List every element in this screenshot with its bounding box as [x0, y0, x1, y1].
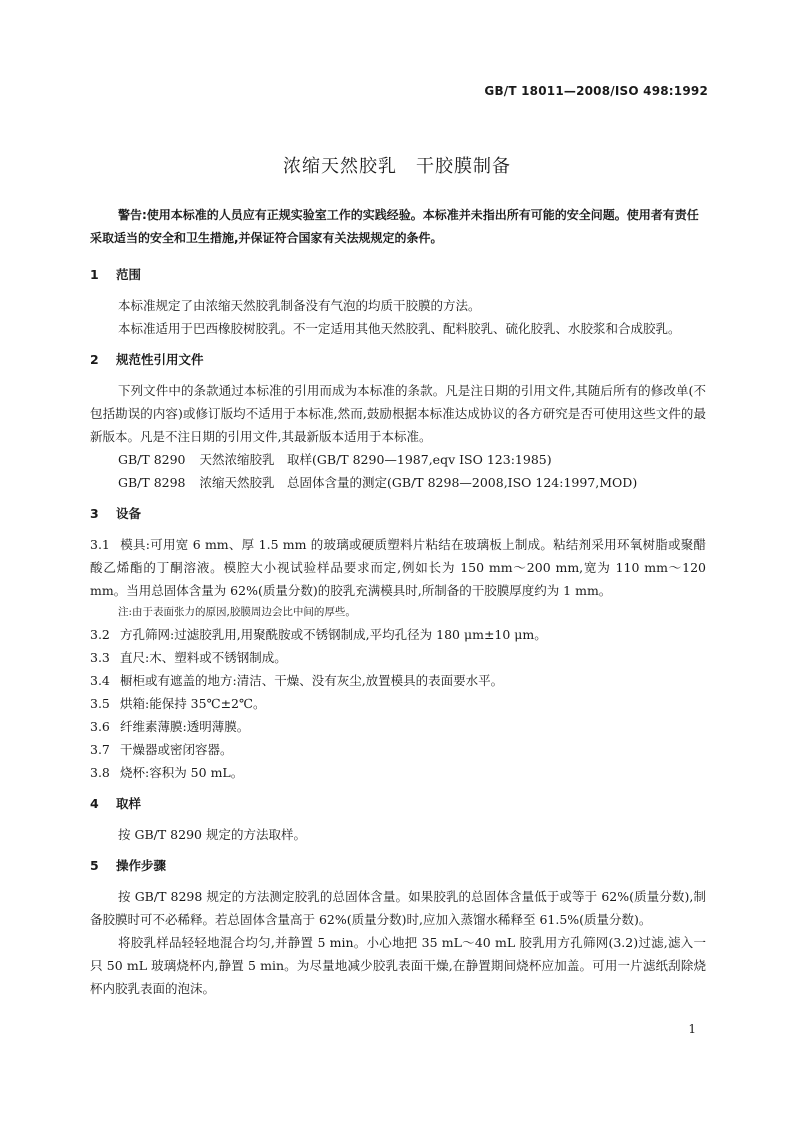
clause-text: 橱柜或有遮盖的地方:清洁、干燥、没有灰尘,放置模具的表面要水平。 — [120, 673, 504, 688]
section-heading-2 — [90, 348, 706, 371]
reference-item — [90, 448, 706, 471]
clause-item — [90, 692, 706, 715]
paragraph: 本标准规定了由浓缩天然胶乳制备没有气泡的均质干胶膜的方法。 — [118, 298, 481, 313]
section-title: 操作步骤 — [116, 858, 167, 873]
paragraph: 按 GB/T 8298 规定的方法测定胶乳的总固体含量。如果胶乳的总固体含量低于或等于 62%(质量分数),制备胶膜时可不必稀释。若总固体含量高于 62%(质量分数)时,应加入蒸馏水稀释至 61.5%(质量分数)。 — [90, 889, 706, 927]
reference-text: 浓缩天然胶乳 总固体含量的测定(GB/T 8298—2008,ISO 124:1997,MOD) — [199, 475, 638, 490]
clause-number: 3.5 — [90, 696, 110, 711]
clause-number: 3.3 — [90, 650, 110, 665]
reference-code: GB/T 8290 — [118, 452, 186, 467]
section-number: 2 — [90, 352, 99, 367]
clause-number: 3.4 — [90, 673, 110, 688]
paragraph: 本标准适用于巴西橡胶树胶乳。不一定适用其他天然胶乳、配料胶乳、硫化胶乳、水胶浆和合成胶乳。 — [118, 321, 681, 336]
section-title: 范围 — [116, 267, 142, 282]
clause-item — [90, 738, 706, 761]
clause-text: 纤维素薄膜:透明薄膜。 — [120, 719, 250, 734]
section-heading-3 — [90, 502, 706, 525]
note-text: 注:由于表面张力的原因,胶膜周边会比中间的厚些。 — [118, 606, 356, 618]
clause-text: 方孔筛网:过滤胶乳用,用聚酰胺或不锈钢制成,平均孔径为 180 μm±10 μm。 — [120, 627, 547, 642]
warning-text: 警告:使用本标准的人员应有正规实验室工作的实践经验。本标准并未指出所有可能的安全问题。使用者有责任采取适当的安全和卫生措施,并保证符合国家有关法规规定的条件。 — [90, 208, 699, 245]
clause-text: 模具:可用宽 6 mm、厚 1.5 mm 的玻璃或硬质塑料片粘结在玻璃板上制成。粘结剂采用环氧树脂或聚醋酸乙烯酯的丁酮溶液。模腔大小视试验样品要求而定,例如长为 150 mm～200 mm,宽为 110 mm～120 mm。当用总固体含量为 62%(质量分数)的胶乳充满模具时,所制备的干胶膜厚度约为 1 mm。 — [90, 537, 706, 598]
clause-number: 3.1 — [90, 537, 110, 552]
reference-code: GB/T 8298 — [118, 475, 186, 490]
clause-number: 3.7 — [90, 742, 110, 757]
clause-item — [90, 761, 706, 784]
document-body — [90, 204, 706, 1000]
section-heading-4 — [90, 792, 706, 815]
page-number: 1 — [688, 1022, 696, 1036]
section-number: 3 — [90, 506, 99, 521]
clause-number: 3.2 — [90, 627, 110, 642]
clause-text: 烘箱:能保持 35℃±2℃。 — [120, 696, 266, 711]
paragraph: 按 GB/T 8290 规定的方法取样。 — [118, 827, 306, 842]
reference-text: 天然浓缩胶乳 取样(GB/T 8290—1987,eqv ISO 123:1985) — [199, 452, 552, 467]
clause-text: 直尺:木、塑料或不锈钢制成。 — [120, 650, 287, 665]
paragraph: 下列文件中的条款通过本标准的引用而成为本标准的条款。凡是注日期的引用文件,其随后所有的修改单(不包括勘误的内容)或修订版均不适用于本标准,然而,鼓励根据本标准达成协议的各方研究是否可使用这些文件的最新版本。凡是不注日期的引用文件,其最新版本适用于本标准。 — [90, 383, 706, 444]
section-number: 5 — [90, 858, 99, 873]
section-title: 规范性引用文件 — [116, 352, 204, 367]
section-number: 1 — [90, 267, 99, 282]
document-title: 浓缩天然胶乳 干胶膜制备 — [283, 156, 511, 177]
clause-text: 干燥器或密闭容器。 — [120, 742, 233, 757]
clause-number: 3.6 — [90, 719, 110, 734]
clause-item — [90, 623, 706, 646]
section-heading-1 — [90, 263, 706, 286]
section-title: 设备 — [116, 506, 142, 521]
section-title: 取样 — [116, 796, 142, 811]
clause-item — [90, 533, 706, 602]
clause-item — [90, 715, 706, 738]
clause-item — [90, 669, 706, 692]
clause-text: 烧杯:容积为 50 mL。 — [120, 765, 244, 780]
clause-item — [90, 646, 706, 669]
section-number: 4 — [90, 796, 99, 811]
reference-item — [90, 471, 706, 494]
document-code: GB/T 18011—2008/ISO 498:1992 — [484, 84, 708, 98]
section-heading-5 — [90, 854, 706, 877]
clause-number: 3.8 — [90, 765, 110, 780]
paragraph: 将胶乳样品轻轻地混合均匀,并静置 5 min。小心地把 35 mL～40 mL 胶乳用方孔筛网(3.2)过滤,滤入一只 50 mL 玻璃烧杯内,静置 5 min。为尽量地减少胶乳表面干燥,在静置期间烧杯应加盖。可用一片滤纸刮除烧杯内胶乳表面的泡沫。 — [90, 935, 706, 996]
